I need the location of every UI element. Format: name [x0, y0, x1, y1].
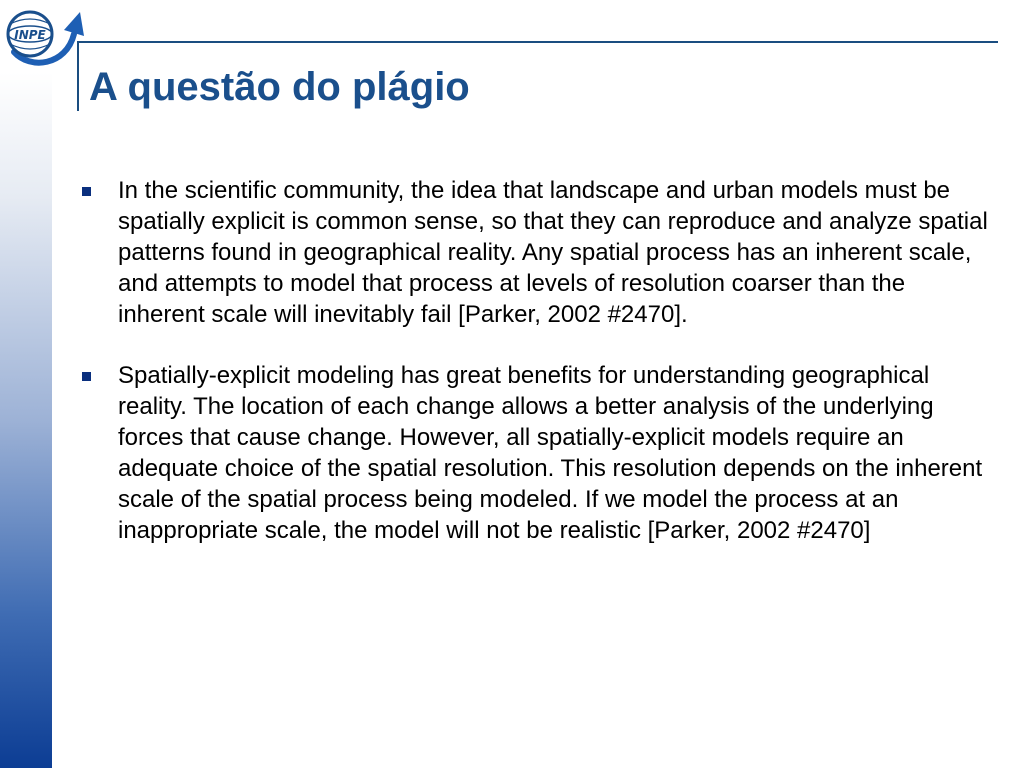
square-bullet-icon [82, 187, 91, 196]
bullet-text: Spatially-explicit modeling has great benefits for understanding geographical reality. The location of each change allows a better analysis of the underlying forces that cause change. However, all spatially-explicit models require an adequate choice of the spatial resolution. This resolution depends on the inherent scale of the spatial process being modeled. If we model the process at an inappropriate scale, the model will not be realistic [Parker, 2002 #2470] [118, 362, 983, 544]
square-bullet-icon [82, 372, 91, 381]
bullet-item [80, 175, 990, 330]
left-gradient-band [0, 72, 52, 768]
header-divider [78, 41, 998, 43]
slide-title: A questão do plágio [89, 65, 470, 109]
bullet-text: In the scientific community, the idea that landscape and urban models must be spatially explicit is common sense, so that they can reproduce and analyze spatial patterns found in geographical reality. Any spatial process has an inherent scale, and attempts to model that process at levels of resolution coarser than the inherent scale will inevitably fail [Parker, 2002 #2470]. [118, 177, 988, 328]
title-vertical-rule [77, 41, 79, 111]
bullet-item [80, 360, 990, 546]
logo-text: INPE [14, 28, 46, 42]
bullet-list [80, 175, 990, 576]
